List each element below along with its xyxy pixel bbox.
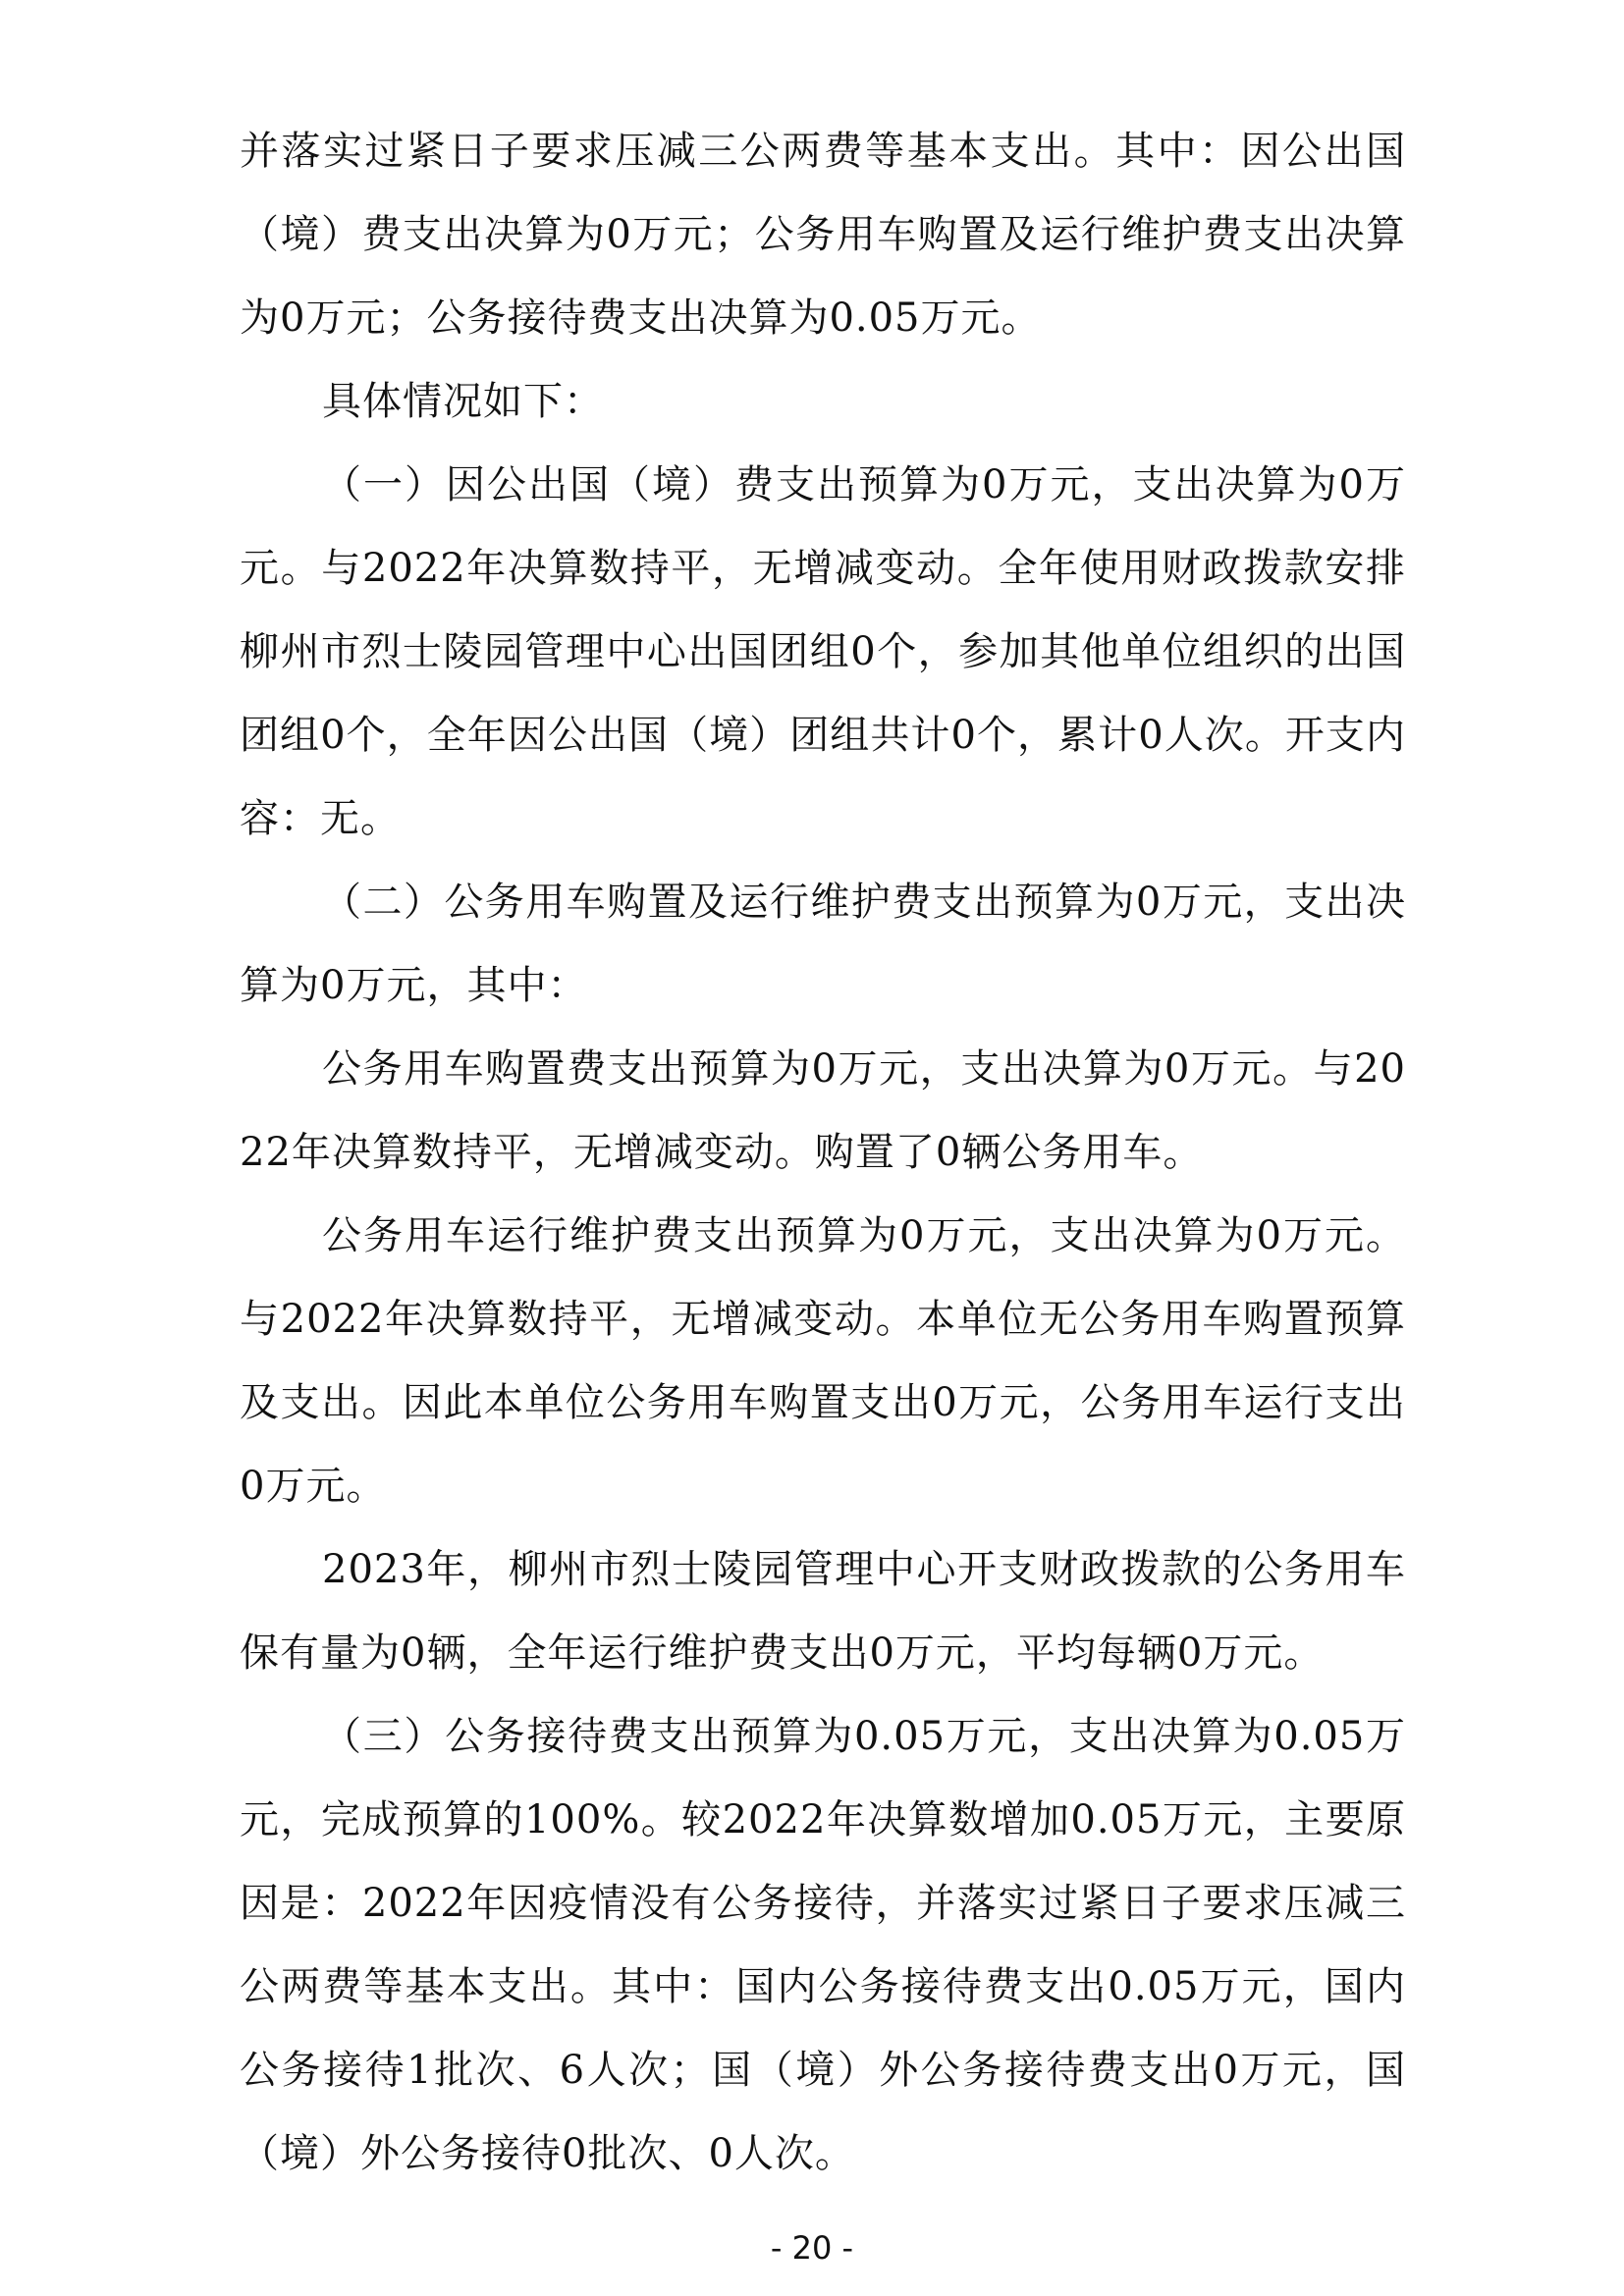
paragraph-vehicle-purchase: 公务用车购置费支出预算为0万元，支出决算为0万元。与2022年决算数持平，无增减变动。购置了0辆公务用车。 bbox=[240, 1046, 1406, 1175]
paragraph-vehicle-summary: （二）公务用车购置及运行维护费支出预算为0万元，支出决算为0万元，其中： bbox=[240, 880, 1406, 1008]
paragraph-continuation: 并落实过紧日子要求压减三公两费等基本支出。其中：因公出国（境）费支出决算为0万元；公务用车购置及运行维护费支出决算为0万元；公务接待费支出决算为0.05万元。 bbox=[240, 129, 1406, 341]
document-body bbox=[240, 110, 1406, 2196]
page-number: - 20 - bbox=[770, 2229, 854, 2267]
paragraph-overseas-travel: （一）因公出国（境）费支出预算为0万元，支出决算为0万元。与2022年决算数持平，无增减变动。全年使用财政拨款安排柳州市烈士陵园管理中心出国团组0个，参加其他单位组织的出国团组0个，全年因公出国（境）团组共计0个，累计0人次。开支内容：无。 bbox=[240, 462, 1406, 841]
paragraph-vehicle-maintenance: 公务用车运行维护费支出预算为0万元，支出决算为0万元。与2022年决算数持平，无增减变动。本单位无公务用车购置预算及支出。因此本单位公务用车购置支出0万元，公务用车运行支出0万元。 bbox=[240, 1213, 1406, 1509]
paragraph-details-intro: 具体情况如下： bbox=[322, 379, 604, 424]
paragraph-reception: （三）公务接待费支出预算为0.05万元，支出决算为0.05万元，完成预算的100%。较2022年决算数增加0.05万元，主要原因是：2022年因疫情没有公务接待，并落实过紧日子要求压减三公两费等基本支出。其中：国内公务接待费支出0.05万元，国内公务接待1批次、6人次；国（境）外公务接待费支出0万元，国（境）外公务接待0批次、0人次。 bbox=[240, 1714, 1406, 2176]
paragraph-vehicle-holdings: 2023年，柳州市烈士陵园管理中心开支财政拨款的公务用车保有量为0辆，全年运行维护费支出0万元，平均每辆0万元。 bbox=[240, 1547, 1406, 1676]
